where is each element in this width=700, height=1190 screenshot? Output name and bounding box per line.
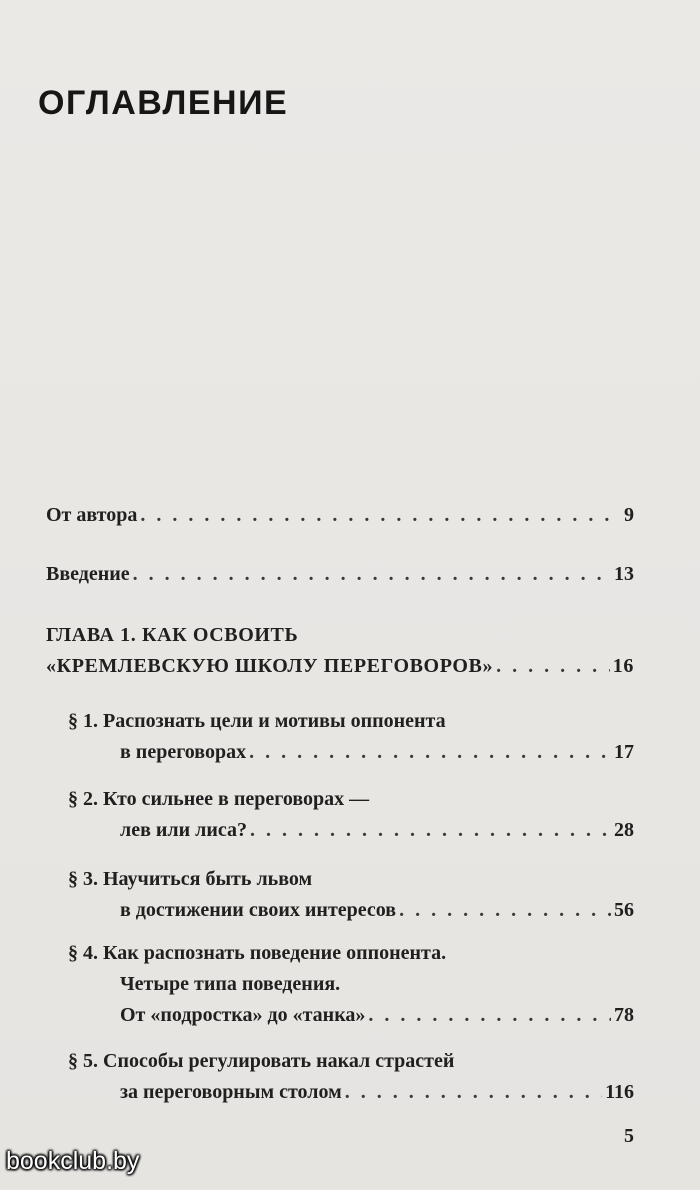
toc-entry-section-1 xyxy=(68,706,634,768)
toc-entry-title: § 3. Научиться быть львом xyxy=(68,868,313,890)
toc-entry-title-continued: Четыре типа поведения. xyxy=(120,973,341,995)
toc-entry-line xyxy=(68,815,634,846)
page-number: 5 xyxy=(624,1125,634,1147)
toc-entry-title: ГЛАВА 1. КАК ОСВОИТЬ xyxy=(46,624,299,646)
toc-entry-title: § 4. Как распознать поведение оппонента. xyxy=(68,942,447,964)
toc-entry-line xyxy=(46,500,634,531)
toc-entry-title: § 5. Способы регулировать накал страстей xyxy=(68,1050,455,1072)
toc-entry-title: § 2. Кто сильнее в переговорах — xyxy=(68,788,370,810)
toc-heading: ОГЛАВЛЕНИЕ xyxy=(38,84,289,122)
toc-page-number: 9 xyxy=(624,504,634,526)
toc-entry-introduction xyxy=(46,559,634,590)
toc-entry-section-3 xyxy=(68,864,634,926)
toc-entry-line xyxy=(68,1077,634,1108)
toc-entry-title-continued: «КРЕМЛЕВСКУЮ ШКОЛУ ПЕРЕГОВОРОВ» xyxy=(46,655,494,677)
leader-dots xyxy=(140,500,621,531)
toc-page-number: 116 xyxy=(605,1081,634,1103)
toc-entry-section-2 xyxy=(68,784,634,846)
toc-page-number: 13 xyxy=(614,563,634,585)
toc-entry-title-continued: в достижении своих интересов xyxy=(120,899,397,921)
toc-entry-title-continued: в переговорах xyxy=(120,741,247,763)
leader-dots xyxy=(496,651,610,682)
leader-dots xyxy=(249,737,611,768)
toc-entry-title-continued: От «подростка» до «танка» xyxy=(120,1004,366,1026)
toc-page-number: 17 xyxy=(614,741,634,763)
toc-entry-chapter-1 xyxy=(46,620,634,682)
toc-page-number: 56 xyxy=(614,899,634,921)
toc-entry-line xyxy=(68,1000,634,1031)
leader-dots xyxy=(368,1000,611,1031)
toc-entry-title: Введение xyxy=(46,563,130,585)
toc-entry-title: От автора xyxy=(46,504,138,526)
toc-page-number: 78 xyxy=(614,1004,634,1026)
toc-entry-line xyxy=(68,737,634,768)
toc-entry-line xyxy=(46,559,634,590)
watermark: bookclub.by xyxy=(6,1147,140,1175)
toc-entry-section-5 xyxy=(68,1046,634,1108)
toc-entry-title-continued: за переговорным столом xyxy=(120,1081,342,1103)
toc-page-number: 28 xyxy=(614,819,634,841)
toc-page-number: 16 xyxy=(612,655,634,677)
toc-entry-title: § 1. Распознать цели и мотивы оппонента xyxy=(68,710,446,732)
toc-entry-line xyxy=(68,895,634,926)
leader-dots xyxy=(399,895,611,926)
toc-entry-title-continued: лев или лиса? xyxy=(120,819,248,841)
toc-entry-section-4 xyxy=(68,938,634,1031)
toc-entry-line xyxy=(46,651,634,682)
leader-dots xyxy=(250,815,611,846)
leader-dots xyxy=(133,559,611,590)
toc-entry-from-author xyxy=(46,500,634,531)
leader-dots xyxy=(345,1077,602,1108)
